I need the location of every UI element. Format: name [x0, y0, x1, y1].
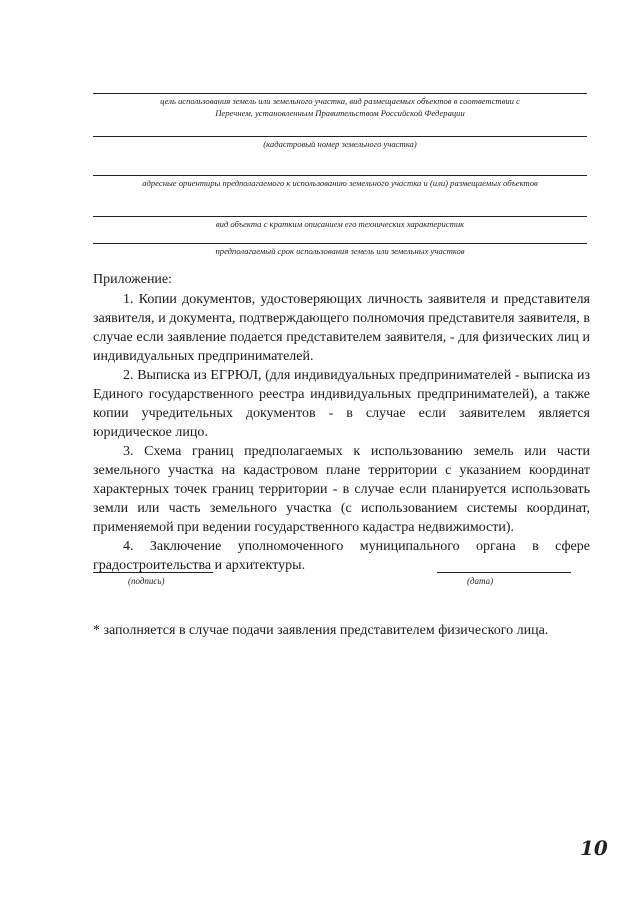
appendix-item: 2. Выписка из ЕГРЮЛ, (для индивидуальных предпринимателей - выписка из Единого государственного реестра индивидуальных предпринимателей), а также копии учредительных документов - в случае если заявителем является юридическое лицо. — [93, 368, 590, 440]
date-line — [437, 572, 571, 573]
cadastral-number-line — [93, 136, 587, 137]
usage-term-caption: предполагаемый срок использования земель или земельных участков — [215, 246, 465, 256]
appendix-item: 4. Заключение уполномоченного муниципального органа в сфере градостроительства и архитектуры. — [93, 539, 590, 573]
appendix-title: Приложение: — [93, 272, 173, 287]
object-type-caption: вид объекта с кратким описанием его технических характеристик — [215, 219, 465, 229]
appendix-section — [93, 270, 590, 575]
land-use-purpose-caption-cont: Перечнем, установленным Правительством Российской Федерации — [215, 108, 465, 118]
usage-term-line — [93, 243, 587, 244]
appendix-item: 1. Копии документов, удостоверяющих личность заявителя и представителя заявителя, и документа, подтверждающего полномочия представителя заявителя, в случае если заявление подается представителем заявителя, - для физических лиц и индивидуальных предпринимателей. — [93, 292, 590, 364]
address-landmarks-caption: адресные ориентиры предполагаемого к использованию земельного участка и (или) размещаемых объектов — [142, 178, 538, 188]
cadastral-number-caption: (кадастровый номер земельного участка) — [263, 139, 417, 149]
land-use-purpose-caption: цель использования земель или земельного участка, вид размещаемых объектов в соответствии с — [160, 96, 520, 106]
signature-line — [93, 572, 213, 573]
object-type-line — [93, 216, 587, 217]
signature-caption: (подпись) — [128, 576, 165, 586]
appendix-item: 3. Схема границ предполагаемых к использованию земель или части земельного участка на кадастровом плане территории с указанием координат характерных точек границ территории - в случае если планируется использовать земли или часть земельного участка (с использованием системы координат, применяемой при ведении государственного кадастра недвижимости). — [93, 444, 590, 535]
address-landmarks-line — [93, 175, 587, 176]
footnote: * заполняется в случае подачи заявления представителем физического лица. — [93, 623, 549, 638]
date-caption: (дата) — [467, 576, 494, 586]
page-number: 10 — [580, 836, 608, 860]
land-use-purpose-line — [93, 93, 587, 94]
